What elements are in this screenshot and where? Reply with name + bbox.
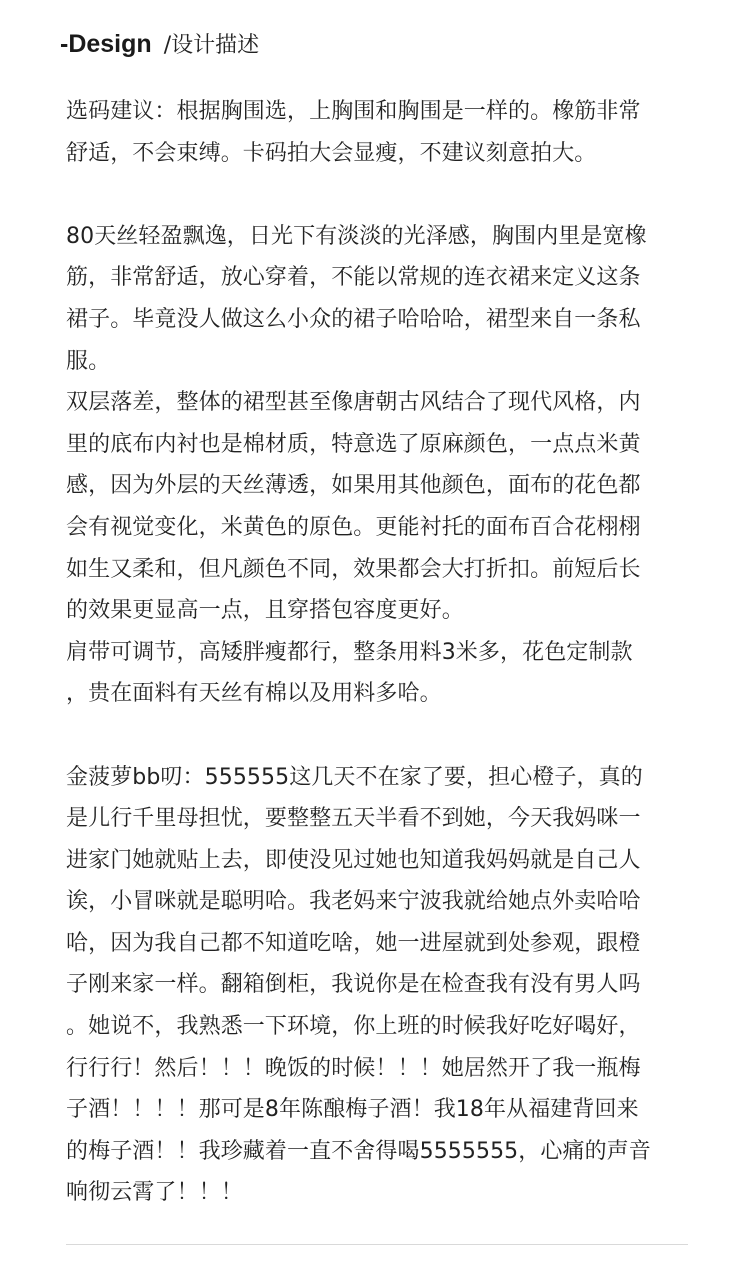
text-line: 的效果更显高一点，且穿搭包容度更好。 (66, 598, 464, 624)
section-header (60, 28, 259, 72)
text-line: 舒适，不会束缚。卡码拍大会显瘦，不建议刻意拍大。 (66, 140, 597, 166)
text-line: 子酒！！！！那可是8年陈酿梅子酒！我18年从福建背回来 (66, 1097, 639, 1123)
text-line: 感，因为外层的天丝薄透，如果用其他颜色，面布的花色都 (66, 473, 641, 499)
text-line: 是儿行千里母担忧，要整整五天半看不到她，今天我妈咪一 (66, 806, 641, 832)
text-line: 哈，因为我自己都不知道吃啥，她一进屋就到处参观，跟橙 (66, 930, 641, 956)
text-line: 裙子。毕竟没人做这么小众的裙子哈哈哈，裙型来自一条私 (66, 306, 641, 332)
text-line: 80天丝轻盈飘逸，日光下有淡淡的光泽感，胸围内里是宽橡 (66, 223, 647, 249)
text-line: 诶，小冒咪就是聪明哈。我老妈来宁波我就给她点外卖哈哈 (66, 889, 641, 915)
section-title-chinese: /设计描述 (163, 33, 260, 58)
paragraph-spacer (66, 174, 686, 216)
text-line: 服。 (66, 348, 111, 374)
text-line: 如生又柔和，但凡颜色不同，效果都会大打折扣。前短后长 (66, 556, 641, 582)
text-line: 选码建议：根据胸围选，上胸围和胸围是一样的。橡筋非常 (66, 99, 641, 124)
text-line: 筋，非常舒适，放心穿着，不能以常规的连衣裙来定义这条 (66, 265, 641, 291)
text-line: 会有视觉变化，米黄色的原色。更能衬托的面布百合花栩栩 (66, 514, 641, 540)
text-line: 金菠萝bb叨：555555这几天不在家了要，担心橙子，真的 (66, 764, 643, 790)
bottom-divider (66, 1244, 688, 1245)
text-line: 。她说不，我熟悉一下环境，你上班的时候我好吃好喝好， (66, 1014, 641, 1040)
description-body (66, 91, 686, 1214)
text-line: 行行行！然后！！！晚饭的时候！！！她居然开了我一瓶梅 (66, 1055, 641, 1081)
text-line: 肩带可调节，高矮胖瘦都行，整条用料3米多，花色定制款 (66, 639, 633, 665)
text-line: 进家门她就贴上去，即使没见过她也知道我妈妈就是自己人 (66, 847, 641, 873)
text-line: 双层落差，整体的裙型甚至像唐朝古风结合了现代风格，内 (66, 390, 641, 416)
text-line: 里的底布内衬也是棉材质，特意选了原麻颜色，一点点米黄 (66, 431, 641, 457)
fabric-description-paragraph (66, 216, 686, 715)
paragraph-spacer (66, 715, 686, 757)
size-advice-paragraph (66, 91, 686, 174)
text-line: 响彻云霄了！！！ (66, 1180, 243, 1206)
designer-chat-paragraph (66, 757, 686, 1215)
text-line: 子刚来家一样。翻箱倒柜，我说你是在检查我有没有男人吗 (66, 972, 641, 998)
text-line: ，贵在面料有天丝有棉以及用料多哈。 (66, 681, 442, 707)
section-title-english: -Design (60, 30, 152, 58)
text-line: 的梅子酒！！我珍藏着一直不舍得喝5555555，心痛的声音 (66, 1138, 651, 1164)
